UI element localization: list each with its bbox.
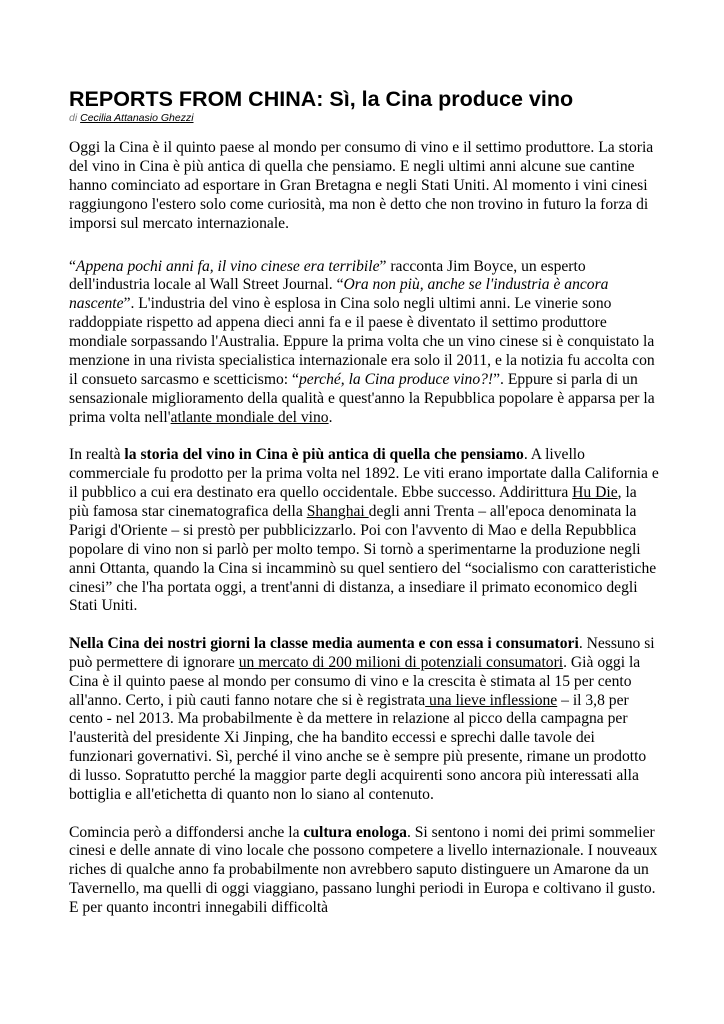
link-mercato-200-milioni[interactable]: un mercato di 200 milioni di potenziali consumatori — [238, 653, 564, 671]
paragraph-cultura-enologa: Comincia però a diffondersi anche la cultura enologa. Si sentono i nomi dei primi sommelier cinesi e delle annate di vino locale che possono competere a livello internazionale. I nouveaux riches di qualche anno fa probabilmente non avrebbero saputo distinguere un Amarone da un Tavernello, ma quelli di oggi viaggiano, passano lunghi periodi in Europa e coltivano il gusto. E per quanto incontri innegabili difficoltà — [69, 823, 658, 917]
link-hu-die[interactable]: Hu Die — [572, 484, 618, 501]
link-atlante-mondiale[interactable]: atlante mondiale del vino — [170, 408, 329, 426]
byline-prefix: di — [69, 112, 78, 124]
article-title: REPORTS FROM CHINA: Sì, la Cina produce vino — [69, 87, 574, 111]
bold-classe-media: Nella Cina dei nostri giorni la classe media aumenta e con essa i consumatori — [69, 634, 579, 652]
paragraph-classe-media: Nella Cina dei nostri giorni la classe media aumenta e con essa i consumatori. Nessuno si può permettere di ignorare un mercato di 200 milioni di potenziali consumatori. Già oggi la Cina è il quinto paese al mondo per consumo di vino e la crescita è stimata al 15 per cento all'anno. Certo, i più cauti fanno notare che si è registrata una lieve inflessione – il 3,8 per cento - nel 2013. Ma probabilmente è da mettere in relazione al picco della campagna per l'austerità del presidente Xi Jinping, che ha bandito eccessi e sprechi dalle tavole dei funzionari governativi. Sì, perché il vino anche se è sempre più presente, rimane un prodotto di lusso. Sopratutto perché la maggior parte degli acquirenti sono ancora più interessati alla bottiglia e all'etichetta di quanto non lo siano al contenuto. — [69, 634, 655, 804]
bold-storia: la storia del vino in Cina è più antica di quella che pensiamo — [124, 446, 524, 464]
bold-cultura-enologa: cultura enologa — [303, 823, 407, 841]
quote-nascente: Ora non più, anche se l'industria è ancora nascente — [69, 276, 609, 313]
byline — [69, 112, 659, 125]
paragraph-intro: Oggi la Cina è il quinto paese al mondo per consumo di vino e il settimo produttore. La storia del vino in Cina è più antica di quella che pensiamo. E negli ultimi anni alcune sue cantine hanno cominciato ad esportare in Gran Bretagna e negli Stati Uniti. Al momento i vini cinesi raggiungono l'estero solo come curiosità, ma non è detto che non trovino in futuro la forza di imporsi sul mercato internazionale. — [69, 139, 654, 232]
quote-cina-produce-vino: perché, la Cina produce vino?! — [298, 370, 494, 388]
link-shanghai[interactable]: Shanghai — [306, 502, 369, 520]
paragraph-storia: In realtà la storia del vino in Cina è più antica di quella che pensiamo. A livello commerciale fu prodotto per la prima volta nel 1892. Le viti erano importate dalla California e il pubblico a cui era destinato era quello occidentale. Ebbe successo. Addirittura Hu Die, la più famosa star cinematografica della Shanghai degli anni Trenta – all'epoca denominata la Parigi d'Oriente – si prestò per pubblicizzarlo. Poi con l'avvento di Mao e della Repubblica popolare di vino non si parlò per molto tempo. Si tornò a sperimentarne la produzione negli anni Ottanta, quando la Cina si incamminò su quel sentiero del “socialismo con caratteristiche cinesi” che l'ha portata oggi, a trent'anni di distanza, a insediare il primato economico degli Stati Uniti. — [69, 446, 659, 615]
quote-terribile: Appena pochi anni fa, il vino cinese era terribile — [75, 257, 380, 275]
link-lieve-inflessione[interactable]: una lieve inflessione — [425, 691, 558, 709]
author-link[interactable]: Cecilia Attanasio Ghezzi — [80, 112, 194, 124]
paragraph-boyce: “Appena pochi anni fa, il vino cinese era terribile” racconta Jim Boyce, un esperto dell'industria locale al Wall Street Journal. “Ora non più, anche se l'industria è ancora nascente”. L'industria del vino è esplosa in Cina solo negli ultimi anni. Le vinerie sono raddoppiate rispetto ad appena dieci anni fa e il paese è diventato il settimo produttore mondiale sorpassando l'Australia. Eppure la prima volta che un vino cinese si è conquistato la menzione in una rivista specialistica internazionale era solo il 2011, e la notizia fu accolta con il consueto sarcasmo e scetticismo: “perché, la Cina produce vino?!”. Eppure si parla di un sensazionale miglioramento della qualità e quest'anno la Repubblica popolare è apparsa per la prima volta nell'atlante mondiale del vino. — [69, 257, 655, 426]
document-page — [69, 86, 659, 918]
